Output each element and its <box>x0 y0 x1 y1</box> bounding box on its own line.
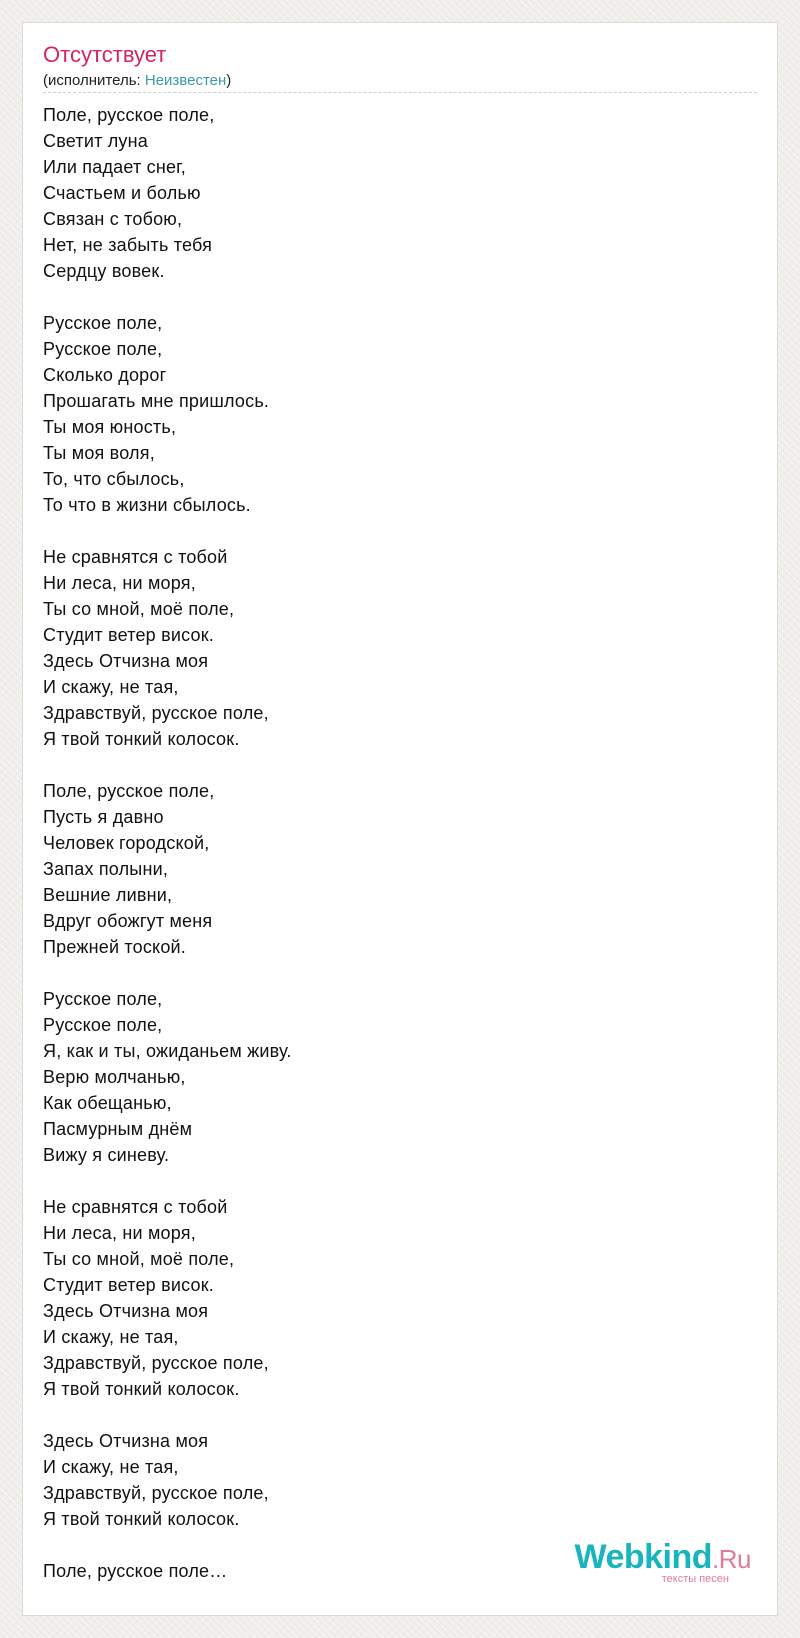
lyric-line: Или падает снег, <box>43 157 186 177</box>
lyric-line: Студит ветер висок. <box>43 1275 214 1295</box>
lyric-line: Запах полыни, <box>43 859 169 879</box>
lyric-line: Как обещанью, <box>43 1093 172 1113</box>
lyric-line: Здравствуй, русское поле, <box>43 1353 269 1373</box>
lyric-line: Пусть я давно <box>43 807 164 827</box>
lyric-line: Прошагать мне пришлось. <box>43 391 270 411</box>
logo-tld: .Ru <box>712 1544 751 1574</box>
lyric-line: Ты со мной, моё поле, <box>43 1249 235 1269</box>
lyric-line: Русское поле, <box>43 989 163 1009</box>
lyric-line: Здесь Отчизна моя <box>43 651 209 671</box>
lyrics-text <box>43 102 743 1584</box>
artist-link[interactable]: Неизвестен <box>144 72 227 89</box>
lyric-line: Светит луна <box>43 131 148 151</box>
lyric-line: Не сравнятся с тобой <box>43 547 228 567</box>
artist-label: (исполнитель: <box>43 72 145 89</box>
lyric-line: Студит ветер висок. <box>43 625 214 645</box>
artist-line <box>43 72 231 90</box>
lyric-line: Ты моя юность, <box>43 417 177 437</box>
site-logo[interactable] <box>551 1537 751 1589</box>
lyric-line: Связан с тобою, <box>43 209 183 229</box>
lyric-line: Здравствуй, русское поле, <box>43 1483 269 1503</box>
lyric-line: Я, как и ты, ожиданьем живу. <box>43 1041 292 1061</box>
logo-tagline: тексты песен <box>661 1573 729 1585</box>
lyric-line: Нет, не забыть тебя <box>43 235 213 255</box>
lyric-line: Ты моя воля, <box>43 443 155 463</box>
lyric-line: Здесь Отчизна моя <box>43 1301 209 1321</box>
lyric-line: Поле, русское поле, <box>43 781 215 801</box>
lyric-line: И скажу, не тая, <box>43 1327 179 1347</box>
lyric-line: Верю молчанью, <box>43 1067 186 1087</box>
lyric-line: Здесь Отчизна моя <box>43 1431 209 1451</box>
stanza-break <box>43 752 743 778</box>
lyric-line: Русское поле, <box>43 313 163 333</box>
lyric-line: Русское поле, <box>43 339 163 359</box>
lyric-line: Человек городской, <box>43 833 210 853</box>
lyric-line: Ни леса, ни моря, <box>43 573 196 593</box>
lyric-line: То, что сбылось, <box>43 469 185 489</box>
lyric-line: И скажу, не тая, <box>43 677 179 697</box>
lyric-line: Русское поле, <box>43 1015 163 1035</box>
lyric-line: То что в жизни сбылось. <box>43 495 251 515</box>
song-title: Отсутствует <box>43 42 167 67</box>
artist-close: ) <box>226 72 232 89</box>
lyric-line: Поле, русское поле, <box>43 105 215 125</box>
stanza-break <box>43 1168 743 1194</box>
lyric-line: Ты со мной, моё поле, <box>43 599 235 619</box>
lyric-line: Прежней тоской. <box>43 937 187 957</box>
lyric-line: Сердцу вовек. <box>43 261 165 281</box>
stanza-break <box>43 518 743 544</box>
lyric-line: И скажу, не тая, <box>43 1457 179 1477</box>
lyric-line: Ни леса, ни моря, <box>43 1223 196 1243</box>
stanza-break <box>43 1402 743 1428</box>
lyric-line: Сколько дорог <box>43 365 167 385</box>
lyric-line: Я твой тонкий колосок. <box>43 1509 240 1529</box>
lyrics-card <box>22 22 778 1616</box>
stanza-break <box>43 284 743 310</box>
stanza-break <box>43 960 743 986</box>
lyric-line: Я твой тонкий колосок. <box>43 1379 240 1399</box>
lyric-line: Вешние ливни, <box>43 885 173 905</box>
lyric-line: Не сравнятся с тобой <box>43 1197 228 1217</box>
lyric-line: Вижу я синеву. <box>43 1145 170 1165</box>
title-divider <box>43 92 757 93</box>
logo-name: Webkind <box>574 1538 713 1576</box>
lyric-line: Я твой тонкий колосок. <box>43 729 240 749</box>
lyric-line: Поле, русское поле… <box>43 1561 228 1581</box>
lyric-line: Вдруг обожгут меня <box>43 911 213 931</box>
lyric-line: Счастьем и болью <box>43 183 201 203</box>
lyric-line: Пасмурным днём <box>43 1119 193 1139</box>
lyric-line: Здравствуй, русское поле, <box>43 703 269 723</box>
